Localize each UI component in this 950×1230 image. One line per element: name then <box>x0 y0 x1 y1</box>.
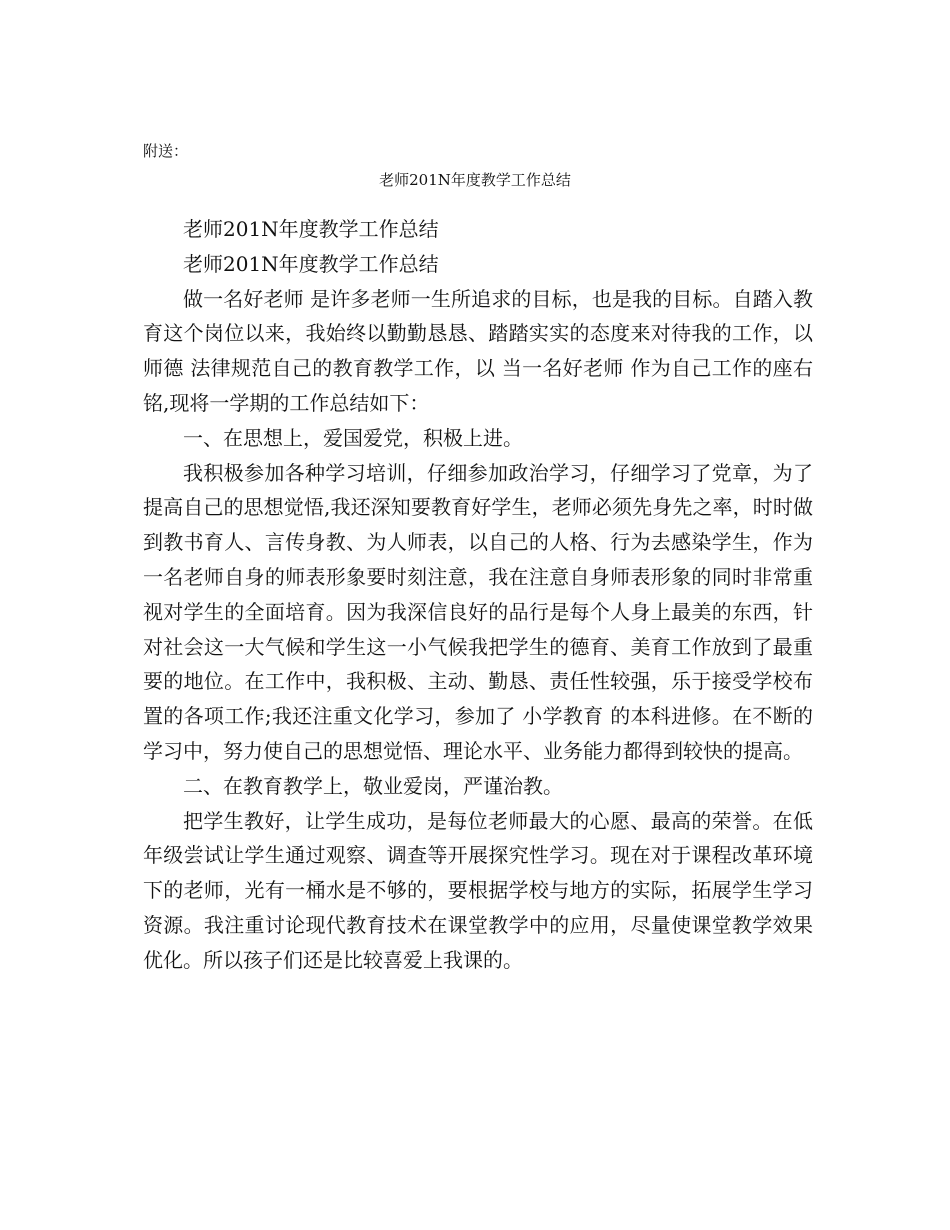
heading-line-1: 老师201N年度教学工作总结 <box>183 217 439 241</box>
heading-line-2: 老师201N年度教学工作总结 <box>183 251 439 276</box>
document-body <box>143 212 813 978</box>
section-paragraph-1: 我积极参加各种学习培训，仔细参加政治学习，仔细学习了党章，为了提高自己的思想觉悟,我还深知要教育好学生，老师必须先身先之率，时时做到教书育人、言传身教、为人师表，以自己的人格、行为去感染学生，作为一名老师自身的师表形象要时刻注意，我在注意自身师表形象的同时非常重视对学生的全面培育。因为我深信良好的品行是每个人身上最美的东西，针对社会这一大气候和学生这一小气候我把学生的德育、美育工作放到了最重要的地位。在工作中，我积极、主动、勤恳、责任性较强，乐于接受学校布置的各项工作;我还注重文化学习，参加了 小学教育 的本科进修。在不断的学习中，努力使自己的思想觉悟、理论水平、业务能力都得到较快的提高。 <box>143 460 813 763</box>
section-paragraph-2: 把学生教好，让学生成功，是每位老师最大的心愿、最高的荣誉。在低年级尝试让学生通过观察、调查等开展探究性学习。现在对于课程改革环境下的老师，光有一桶水是不够的，要根据学校与地方的实际，拓展学生学习资源。我注重讨论现代教育技术在课堂教学中的应用，尽量使课堂教学效果优化。所以孩子们还是比较喜爱上我课的。 <box>143 808 813 972</box>
section-heading-1: 一、在思想上，爱国爱党，积极上进。 <box>183 425 523 450</box>
intro-paragraph: 做一名好老师 是许多老师一生所追求的目标，也是我的目标。自踏入教育这个岗位以来，我始终以勤勤恳恳、踏踏实实的态度来对待我的工作，以 师德 法律规范自己的教育教学工作，以 当一名好老师 作为自己工作的座右铭,现将一学期的工作总结如下： <box>143 286 813 415</box>
document-small-title: 老师201N年度教学工作总结 <box>379 171 571 189</box>
section-heading-2: 二、在教育教学上，敬业爱岗，严谨治教。 <box>183 773 563 798</box>
attachment-label: 附送： <box>143 142 189 160</box>
